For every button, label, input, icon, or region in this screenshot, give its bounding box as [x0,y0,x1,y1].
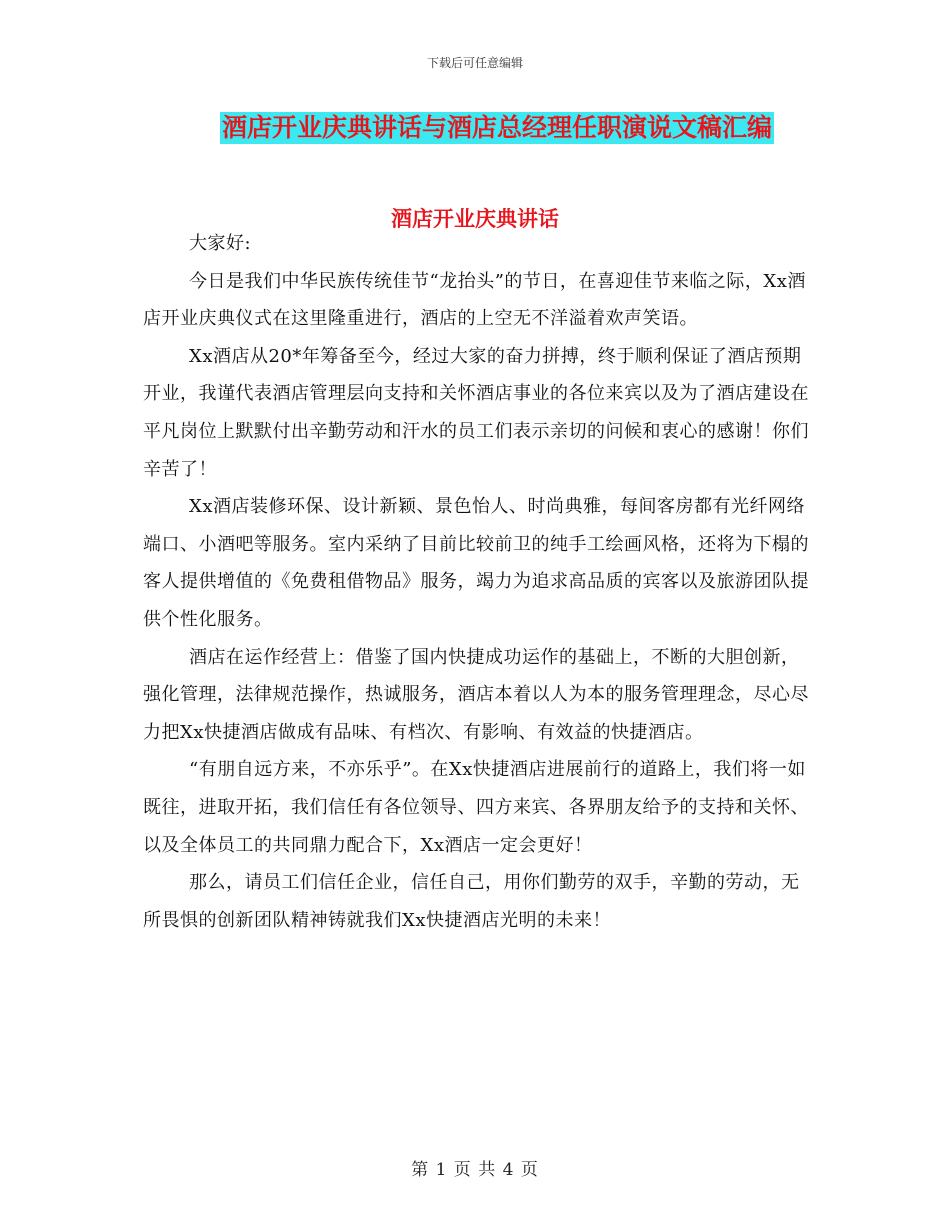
section-title: 酒店开业庆典讲话 [391,206,559,231]
paragraph-greeting: 大家好: [189,233,252,254]
paragraph: “有朋自远方来，不亦乐乎”。在Xx快捷酒店进展前行的道路上，我们将一如既往，进取开拓，我们信任有各位领导、四方来宾、各界朋友给予的支持和关怀、以及全体员工的共同鼎力配合下，Xx酒店一定会更好！ [143,759,809,856]
document-title: 酒店开业庆典讲话与酒店总经理任职演说文稿汇编 [221,113,772,142]
paragraph: 酒店在运作经营上：借鉴了国内快捷成功运作的基础上，不断的大胆创新，强化管理，法律规范操作，热诚服务，酒店本着以人为本的服务管理理念，尽心尽力把Xx快捷酒店做成有品味、有档次、有影响、有效益的快捷酒店。 [143,646,809,743]
paragraph: Xx酒店装修环保、设计新颖、景色怡人、时尚典雅，每间客房都有光纤网络端口、小酒吧等服务。室内采纳了目前比较前卫的纯手工绘画风格，还将为下榻的客人提供增值的《免费租借物品》服务，竭力为追求高品质的宾客以及旅游团队提供个性化服务。 [143,496,809,630]
paragraph: Xx酒店从20*年筹备至今，经过大家的奋力拼搏，终于顺利保证了酒店预期开业，我谨代表酒店管理层向支持和关怀酒店事业的各位来宾以及为了酒店建设在平凡岗位上默默付出辛勤劳动和汗水的员工们表示亲切的问候和衷心的感谢！你们辛苦了！ [143,345,809,480]
paragraph: 那么，请员工们信任企业，信任自己，用你们勤劳的双手，辛勤的劳动，无所畏惧的创新团队精神铸就我们Xx快捷酒店光明的未来！ [143,872,800,931]
header-note: 下载后可任意编辑 [426,56,523,70]
document-body [143,225,815,939]
paragraph: 今日是我们中华民族传统佳节“龙抬头”的节日，在喜迎佳节来临之际，Xx酒店开业庆典仪式在这里隆重进行，酒店的上空无不洋溢着欢声笑语。 [143,270,806,330]
document-title-container [0,112,950,144]
page-indicator: 第 1 页 共 4 页 [411,1160,539,1180]
